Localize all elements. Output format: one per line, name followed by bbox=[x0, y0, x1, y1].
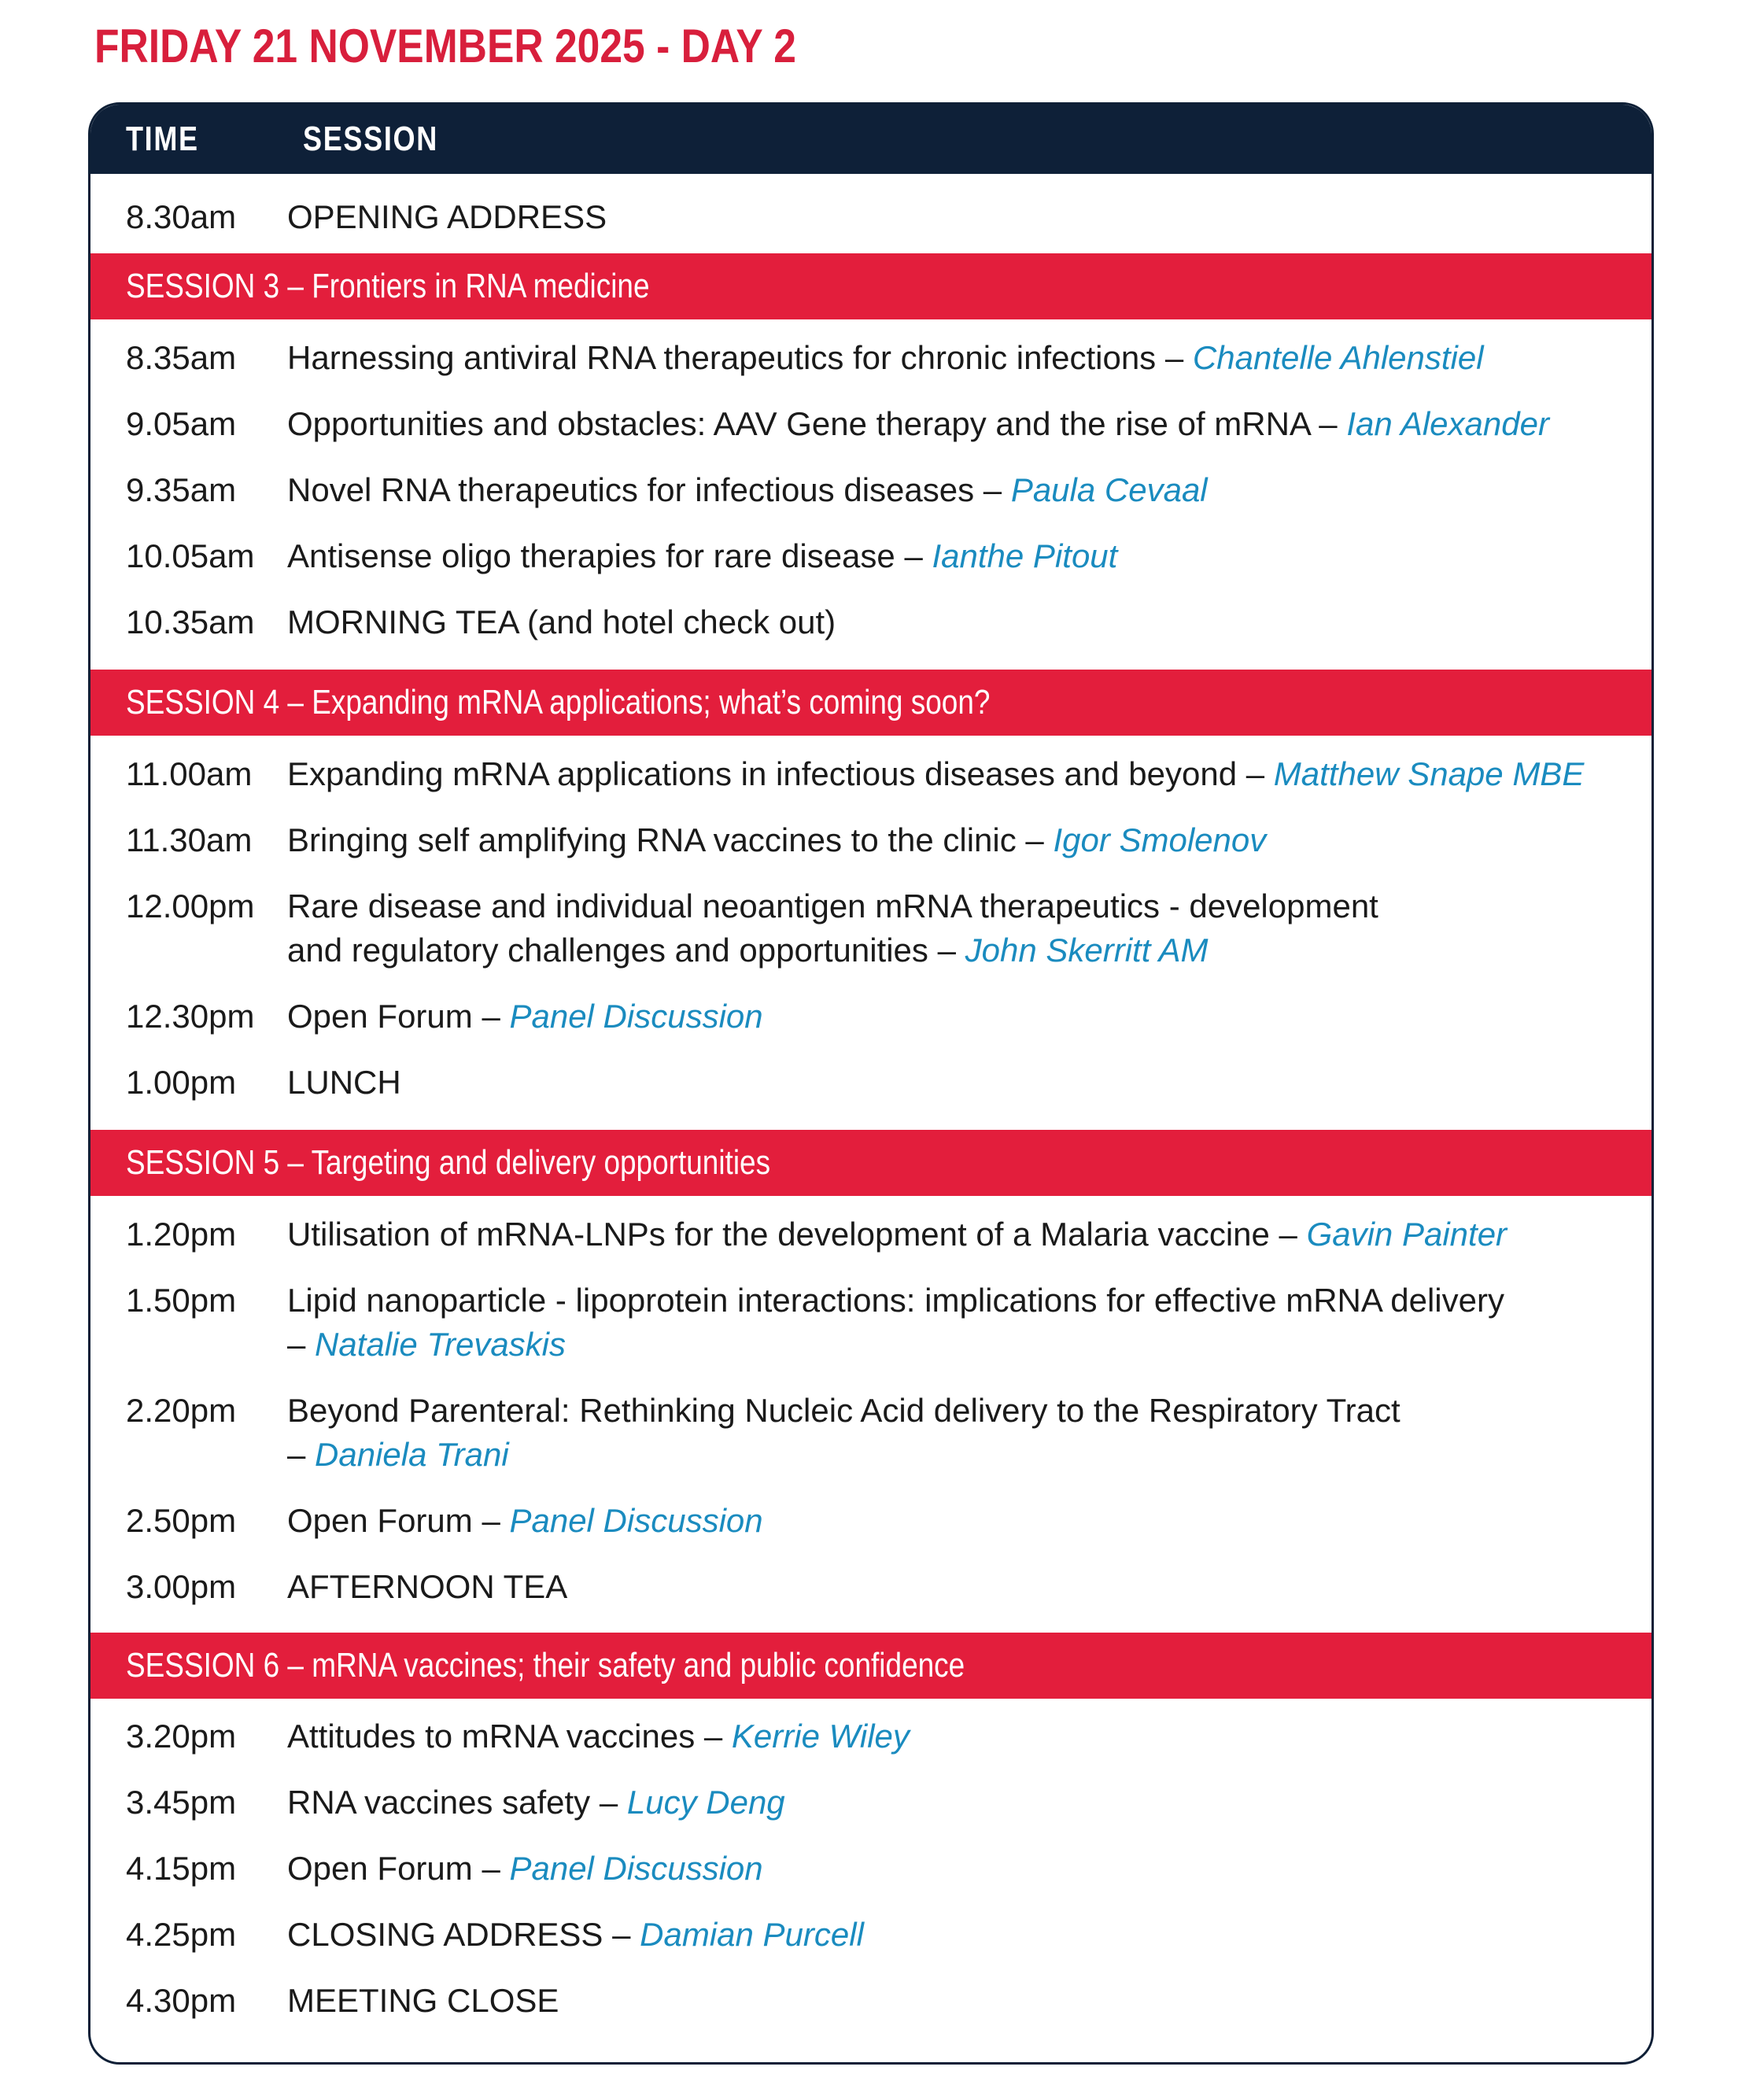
session-label: SESSION 4 – Expanding mRNA applications; what’s coming soon? bbox=[126, 683, 991, 721]
row-time: 9.35am bbox=[126, 471, 237, 508]
row-title: Utilisation of mRNA-LNPs for the development of a Malaria vaccine – Gavin Painter bbox=[287, 1216, 1508, 1253]
session-band-4 bbox=[90, 670, 1651, 736]
speaker-name: Panel Discussion bbox=[509, 1502, 763, 1539]
row-title: MORNING TEA (and hotel check out) bbox=[287, 603, 836, 640]
speaker-name: Ian Alexander bbox=[1346, 405, 1549, 442]
speaker-name: Kerrie Wiley bbox=[731, 1718, 910, 1755]
row-time: 1.20pm bbox=[126, 1216, 237, 1253]
speaker-name: Natalie Trevaskis bbox=[315, 1326, 566, 1363]
speaker-name: Matthew Snape MBE bbox=[1273, 755, 1585, 792]
row-time: 8.35am bbox=[126, 339, 237, 376]
speaker-name: Igor Smolenov bbox=[1053, 821, 1267, 858]
row-time: 10.35am bbox=[126, 603, 255, 640]
session-label: SESSION 5 – Targeting and delivery opportunities bbox=[126, 1143, 771, 1182]
row-time: 3.20pm bbox=[126, 1718, 237, 1755]
schedule-table bbox=[88, 102, 1654, 2065]
session-label: SESSION 6 – mRNA vaccines; their safety and public confidence bbox=[126, 1646, 965, 1685]
row-time: 12.00pm bbox=[126, 888, 255, 924]
header-session: SESSION bbox=[303, 120, 438, 158]
speaker-name: Chantelle Ahlenstiel bbox=[1192, 339, 1484, 376]
row-time: 3.00pm bbox=[126, 1568, 237, 1605]
speaker-name: Daniela Trani bbox=[315, 1436, 509, 1473]
row-title: Lipid nanoparticle - lipoprotein interactions: implications for effective mRNA delivery – Natalie Trevaskis bbox=[287, 1282, 1504, 1363]
row-title: Beyond Parenteral: Rethinking Nucleic Acid delivery to the Respiratory Tract – Daniela Trani bbox=[287, 1392, 1400, 1473]
row-title: Opportunities and obstacles: AAV Gene therapy and the rise of mRNA – Ian Alexander bbox=[287, 405, 1549, 442]
row-title: CLOSING ADDRESS – Damian Purcell bbox=[287, 1916, 864, 1953]
speaker-name: John Skerritt AM bbox=[965, 932, 1209, 969]
table-header bbox=[90, 105, 1651, 174]
speaker-name: Ianthe Pitout bbox=[932, 537, 1118, 574]
row-title: Open Forum – Panel Discussion bbox=[287, 998, 763, 1035]
day-title: FRIDAY 21 NOVEMBER 2025 - DAY 2 bbox=[94, 20, 796, 72]
header-time: TIME bbox=[126, 120, 199, 158]
row-title: Expanding mRNA applications in infectious diseases and beyond – Matthew Snape MBE bbox=[287, 755, 1585, 792]
row-time: 4.25pm bbox=[126, 1916, 237, 1953]
speaker-name: Panel Discussion bbox=[509, 998, 763, 1035]
row-title: Antisense oligo therapies for rare disease – Ianthe Pitout bbox=[287, 537, 1118, 574]
session-band-5 bbox=[90, 1130, 1651, 1196]
row-note: (and hotel check out) bbox=[526, 603, 836, 640]
row-time: 11.00am bbox=[126, 755, 253, 792]
session-band-3 bbox=[90, 253, 1651, 319]
row-time: 4.15pm bbox=[126, 1850, 237, 1887]
row-time: 11.30am bbox=[126, 821, 253, 858]
row-title: Open Forum – Panel Discussion bbox=[287, 1850, 763, 1887]
row-time: 12.30pm bbox=[126, 998, 255, 1035]
row-time: 10.05am bbox=[126, 537, 255, 574]
row-title: AFTERNOON TEA bbox=[287, 1568, 568, 1605]
row-title: LUNCH bbox=[287, 1064, 401, 1101]
row-title: Bringing self amplifying RNA vaccines to the clinic – Igor Smolenov bbox=[287, 821, 1267, 858]
row-title: OPENING ADDRESS bbox=[287, 198, 607, 235]
row-title: Rare disease and individual neoantigen mRNA therapeutics - development and regulatory challenges and opportunities – John Skerritt AM bbox=[287, 888, 1378, 969]
row-title: RNA vaccines safety – Lucy Deng bbox=[287, 1784, 785, 1821]
row-title: MEETING CLOSE bbox=[287, 1982, 559, 2019]
row-title: Harnessing antiviral RNA therapeutics for chronic infections – Chantelle Ahlenstiel bbox=[287, 339, 1484, 376]
row-time: 1.50pm bbox=[126, 1282, 237, 1319]
row-title: Novel RNA therapeutics for infectious diseases – Paula Cevaal bbox=[287, 471, 1208, 508]
speaker-name: Damian Purcell bbox=[640, 1916, 864, 1953]
row-time: 2.50pm bbox=[126, 1502, 237, 1539]
row-time: 1.00pm bbox=[126, 1064, 237, 1101]
row-time: 8.30am bbox=[126, 198, 237, 235]
speaker-name: Paula Cevaal bbox=[1010, 471, 1208, 508]
session-label: SESSION 3 – Frontiers in RNA medicine bbox=[126, 267, 650, 305]
speaker-name: Gavin Painter bbox=[1306, 1216, 1508, 1253]
row-time: 2.20pm bbox=[126, 1392, 237, 1429]
row-time: 4.30pm bbox=[126, 1982, 237, 2019]
row-title: Open Forum – Panel Discussion bbox=[287, 1502, 763, 1539]
speaker-name: Panel Discussion bbox=[509, 1850, 763, 1887]
session-band-6 bbox=[90, 1633, 1651, 1699]
row-title: Attitudes to mRNA vaccines – Kerrie Wiley bbox=[287, 1718, 910, 1755]
row-time: 9.05am bbox=[126, 405, 237, 442]
row-time: 3.45pm bbox=[126, 1784, 237, 1821]
speaker-name: Lucy Deng bbox=[626, 1784, 785, 1821]
